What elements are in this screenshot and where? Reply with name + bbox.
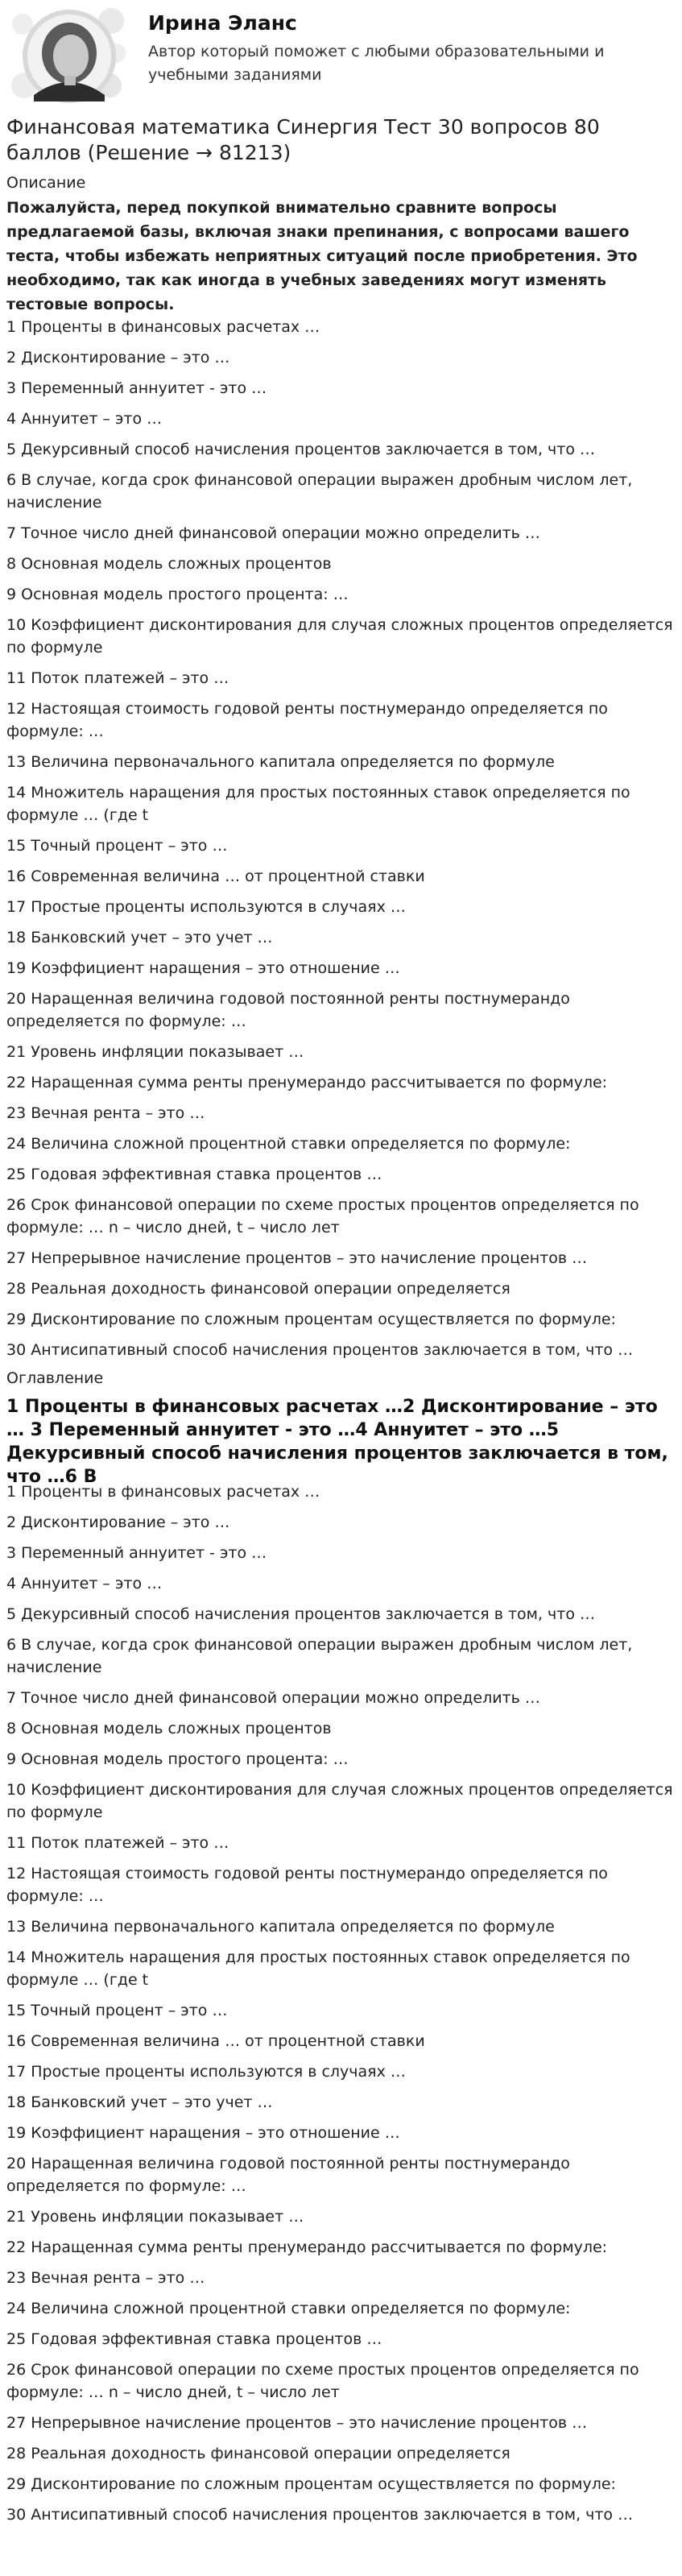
question-item: 27 Непрерывное начисление процентов – это начисление процентов …: [6, 1249, 588, 1267]
question-item: 7 Точное число дней финансовой операции можно определить …: [6, 524, 540, 542]
author-name[interactable]: Ирина Эланс: [148, 11, 297, 35]
avatar[interactable]: [6, 6, 127, 106]
question-item: 15 Точный процент – это …: [6, 837, 228, 855]
toc-item: 5 Декурсивный способ начисления процентов заключается в том, что …: [6, 1605, 596, 1623]
toc-item: 21 Уровень инфляции показывает …: [6, 2208, 304, 2226]
toc-label: Оглавление: [6, 1369, 104, 1387]
author-card: [0, 0, 682, 113]
question-item: 2 Дисконтирование – это …: [6, 349, 230, 367]
page-title: Финансовая математика Синергия Тест 30 вопросов 80 баллов (Решение → 81213): [6, 115, 600, 164]
question-item: 23 Вечная рента – это …: [6, 1104, 205, 1122]
toc-item: 15 Точный процент – это …: [6, 2002, 228, 2019]
question-item: 1 Проценты в финансовых расчетах …: [6, 318, 320, 336]
question-item: 30 Антисипативный способ начисления процентов заключается в том, что …: [6, 1341, 634, 1359]
question-item: 29 Дисконтирование по сложным процентам осуществляется по формуле:: [6, 1311, 616, 1328]
question-item: 11 Поток платежей – это …: [6, 669, 229, 687]
toc-item: 20 Наращенная величина годовой постоянной ренты постнумерандо определяется по формуле: …: [6, 2155, 570, 2195]
toc-item: 13 Величина первоначального капитала определяется по формуле: [6, 1918, 555, 1936]
author-description: Автор который поможет с любыми образовательными и учебными заданиями: [148, 43, 605, 84]
toc-item: 27 Непрерывное начисление процентов – это начисление процентов …: [6, 2414, 588, 2432]
toc-item: 1 Проценты в финансовых расчетах …: [6, 1483, 320, 1501]
question-item: 5 Декурсивный способ начисления процентов заключается в том, что …: [6, 441, 596, 458]
toc-item: 22 Наращенная сумма ренты пренумерандо рассчитывается по формуле:: [6, 2238, 608, 2256]
toc-item: 29 Дисконтирование по сложным процентам осуществляется по формуле:: [6, 2475, 616, 2493]
question-item: 12 Настоящая стоимость годовой ренты постнумерандо определяется по формуле: …: [6, 700, 608, 740]
question-item: 6 В случае, когда срок финансовой операции выражен дробным числом лет, начисление: [6, 471, 633, 511]
question-item: 20 Наращенная величина годовой постоянной ренты постнумерандо определяется по формуле: …: [6, 990, 570, 1030]
toc-heading: 1 Проценты в финансовых расчетах …2 Дисконтирование – это … 3 Переменный аннуитет - это …4 Аннуитет – это …5 Декурсивный способ начисления процентов заключается в том, что …6 В: [6, 1397, 668, 1487]
question-item: 8 Основная модель сложных процентов: [6, 555, 332, 573]
question-item: 19 Коэффициент наращения – это отношение …: [6, 959, 400, 977]
toc-item: 28 Реальная доходность финансовой операции определяется: [6, 2445, 510, 2462]
toc-item: 11 Поток платежей – это …: [6, 1834, 229, 1852]
question-item: 22 Наращенная сумма ренты пренумерандо рассчитывается по формуле:: [6, 1074, 608, 1091]
question-item: 28 Реальная доходность финансовой операции определяется: [6, 1280, 510, 1298]
description-label: Описание: [6, 174, 86, 192]
question-item: 18 Банковский учет – это учет …: [6, 929, 273, 946]
toc-item: 3 Переменный аннуитет - это …: [6, 1544, 267, 1562]
question-list: [6, 316, 675, 1369]
toc-item: 10 Коэффициент дисконтирования для случая сложных процентов определяется по формуле: [6, 1781, 673, 1821]
question-item: 24 Величина сложной процентной ставки определяется по формуле:: [6, 1135, 571, 1153]
question-item: 13 Величина первоначального капитала определяется по формуле: [6, 753, 555, 771]
toc-item: 19 Коэффициент наращения – это отношение …: [6, 2124, 400, 2142]
question-item: 14 Множитель наращения для простых постоянных ставок определяется по формуле … (где t: [6, 784, 630, 824]
question-item: 26 Срок финансовой операции по схеме простых процентов определяется по формуле: … n – число дней, t – число лет: [6, 1196, 639, 1236]
toc-item: 23 Вечная рента – это …: [6, 2269, 205, 2287]
toc-item: 18 Банковский учет – это учет …: [6, 2094, 273, 2111]
question-item: 10 Коэффициент дисконтирования для случая сложных процентов определяется по формуле: [6, 616, 673, 656]
toc-item: 9 Основная модель простого процента: …: [6, 1750, 349, 1768]
question-item: 17 Простые проценты используются в случаях …: [6, 898, 406, 916]
toc-item: 6 В случае, когда срок финансовой операции выражен дробным числом лет, начисление: [6, 1636, 633, 1676]
toc-item: 7 Точное число дней финансовой операции можно определить …: [6, 1689, 540, 1707]
toc-list: [6, 1481, 675, 2534]
toc-item: 25 Годовая эффективная ставка процентов …: [6, 2330, 382, 2348]
warning-text: Пожалуйста, перед покупкой внимательно сравните вопросы предлагаемой базы, включая знаки препинания, с вопросами вашего теста, чтобы избежать неприятных ситуаций после приобретения. Это необходимо, так как иногда в учебных заведениях могут изменять тестовые вопросы.: [6, 199, 638, 313]
question-item: 4 Аннуитет – это …: [6, 410, 163, 428]
question-item: 21 Уровень инфляции показывает …: [6, 1043, 304, 1061]
toc-item: 2 Дисконтирование – это …: [6, 1514, 230, 1531]
toc-item: 17 Простые проценты используются в случаях …: [6, 2063, 406, 2081]
toc-item: 24 Величина сложной процентной ставки определяется по формуле:: [6, 2300, 571, 2317]
toc-item: 12 Настоящая стоимость годовой ренты постнумерандо определяется по формуле: …: [6, 1865, 608, 1905]
toc-item: 4 Аннуитет – это …: [6, 1575, 163, 1592]
question-item: 3 Переменный аннуитет - это …: [6, 379, 267, 397]
toc-item: 26 Срок финансовой операции по схеме простых процентов определяется по формуле: … n – число дней, t – число лет: [6, 2361, 639, 2401]
toc-item: 30 Антисипативный способ начисления процентов заключается в том, что …: [6, 2506, 634, 2524]
question-item: 9 Основная модель простого процента: …: [6, 586, 349, 603]
avatar-image: [6, 6, 127, 106]
question-item: 16 Современная величина … от процентной ставки: [6, 868, 425, 885]
toc-item: 14 Множитель наращения для простых постоянных ставок определяется по формуле … (где t: [6, 1949, 630, 1989]
toc-item: 8 Основная модель сложных процентов: [6, 1720, 332, 1737]
toc-item: 16 Современная величина … от процентной ставки: [6, 2032, 425, 2050]
question-item: 25 Годовая эффективная ставка процентов …: [6, 1166, 382, 1183]
